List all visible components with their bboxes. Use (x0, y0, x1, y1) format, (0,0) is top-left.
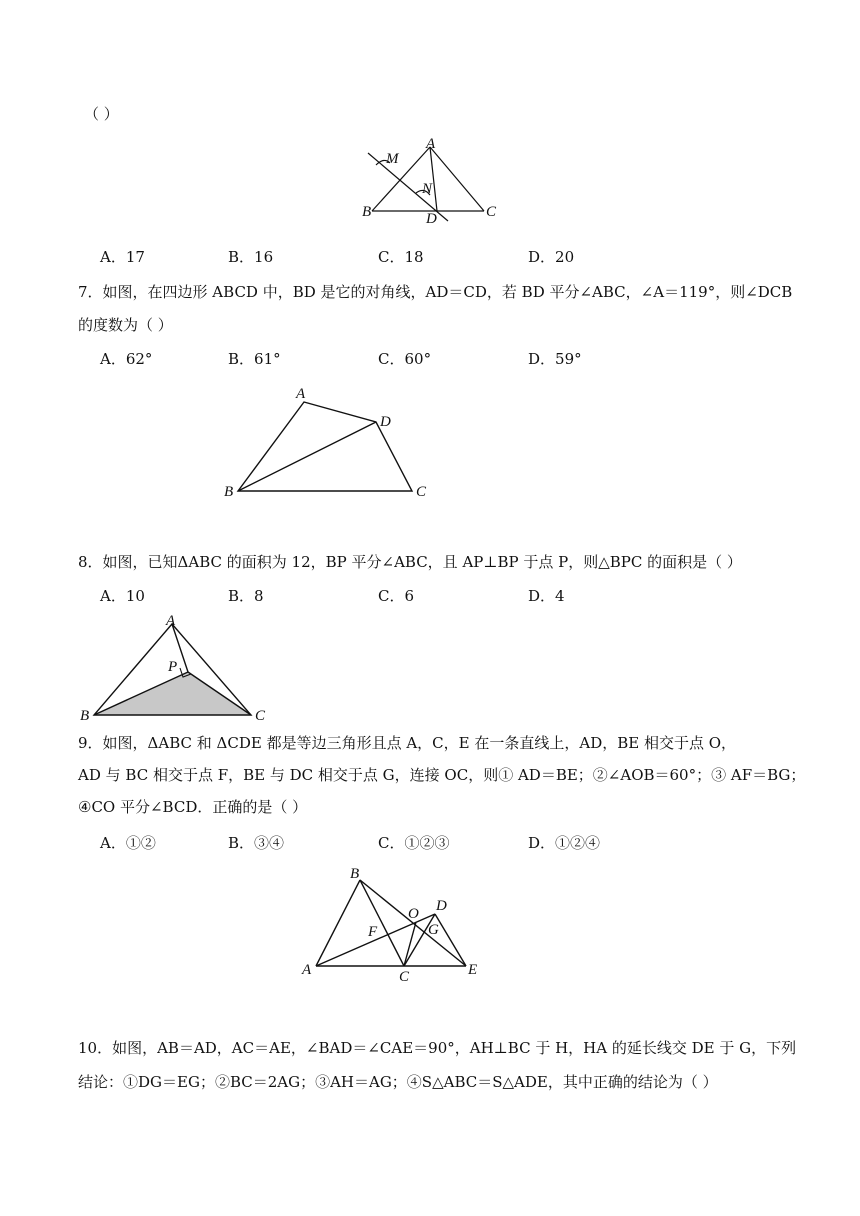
label-b: B (362, 204, 372, 220)
label-a: A (166, 613, 176, 629)
label-n: N (422, 181, 433, 197)
q8-option-b: B．8 (228, 587, 264, 605)
prev-option-c: C．18 (378, 248, 424, 266)
q8-option-c: C．6 (378, 587, 415, 605)
label-p: P (168, 659, 178, 675)
q7-option-c: C．60° (378, 350, 432, 368)
label-c: C (416, 484, 427, 500)
figure-prev-triangle (360, 135, 500, 225)
label-e: E (468, 962, 478, 978)
figure-q7-quadrilateral (220, 380, 440, 500)
label-b: B (350, 866, 360, 882)
prev-question-tail: （ ） (84, 105, 119, 123)
q7-text-line1: 7．如图，在四边形 ABCD 中，BD 是它的对角线，AD＝CD，若 BD 平分∠ABC，∠A＝119°，则∠DCB (78, 283, 793, 301)
label-b: B (80, 708, 90, 724)
q9-text-line1: 9．如图，ΔABC 和 ΔCDE 都是等边三角形且点 A，C，E 在一条直线上，AD，BE 相交于点 O， (78, 734, 737, 752)
q7-option-d: D．59° (528, 350, 582, 368)
q7-option-a: A．62° (100, 350, 153, 368)
q7-text-line2: 的度数为（ ） (78, 316, 173, 334)
label-d: D (436, 898, 447, 914)
q9-option-a: A．①② (100, 834, 156, 852)
label-a: A (302, 962, 312, 978)
label-d: D (426, 211, 437, 227)
prev-option-a: A．17 (100, 248, 145, 266)
label-c: C (486, 204, 497, 220)
label-o: O (408, 906, 419, 922)
q8-option-a: A．10 (100, 587, 145, 605)
q9-text-line3: ④CO 平分∠BCD．正确的是（ ） (78, 798, 308, 816)
prev-option-d: D．20 (528, 248, 575, 266)
label-c: C (255, 708, 266, 724)
label-c: C (399, 969, 410, 985)
label-g: G (428, 922, 439, 938)
figure-q9-equilateral-triangles (298, 862, 488, 987)
q9-option-b: B．③④ (228, 834, 285, 852)
label-d: D (380, 414, 391, 430)
label-f: F (368, 924, 378, 940)
figure-q8-triangle (76, 610, 276, 725)
q8-text-line1: 8．如图，已知ΔABC 的面积为 12，BP 平分∠ABC，且 AP⊥BP 于点 P，则△BPC 的面积是（ ） (78, 553, 742, 571)
q7-option-b: B．61° (228, 350, 281, 368)
prev-option-b: B．16 (228, 248, 274, 266)
q8-option-d: D．4 (528, 587, 565, 605)
label-b: B (224, 484, 234, 500)
q9-option-d: D．①②④ (528, 834, 601, 852)
label-m: M (386, 151, 399, 167)
q9-text-line2: AD 与 BC 相交于点 F，BE 与 DC 相交于点 G，连接 OC，则① AD＝BE；②∠AOB＝60°；③ AF＝BG； (78, 766, 806, 784)
q10-text-line1: 10．如图，AB＝AD，AC＝AE，∠BAD＝∠CAE＝90°，AH⊥BC 于 H，HA 的延长线交 DE 于 G，下列 (78, 1039, 797, 1057)
label-a: A (296, 386, 306, 402)
label-a: A (426, 136, 436, 152)
q9-option-c: C．①②③ (378, 834, 450, 852)
q10-text-line2: 结论：①DG＝EG；②BC＝2AG；③AH＝AG；④S△ABC＝S△ADE，其中正确的结论为（ ） (78, 1073, 718, 1091)
